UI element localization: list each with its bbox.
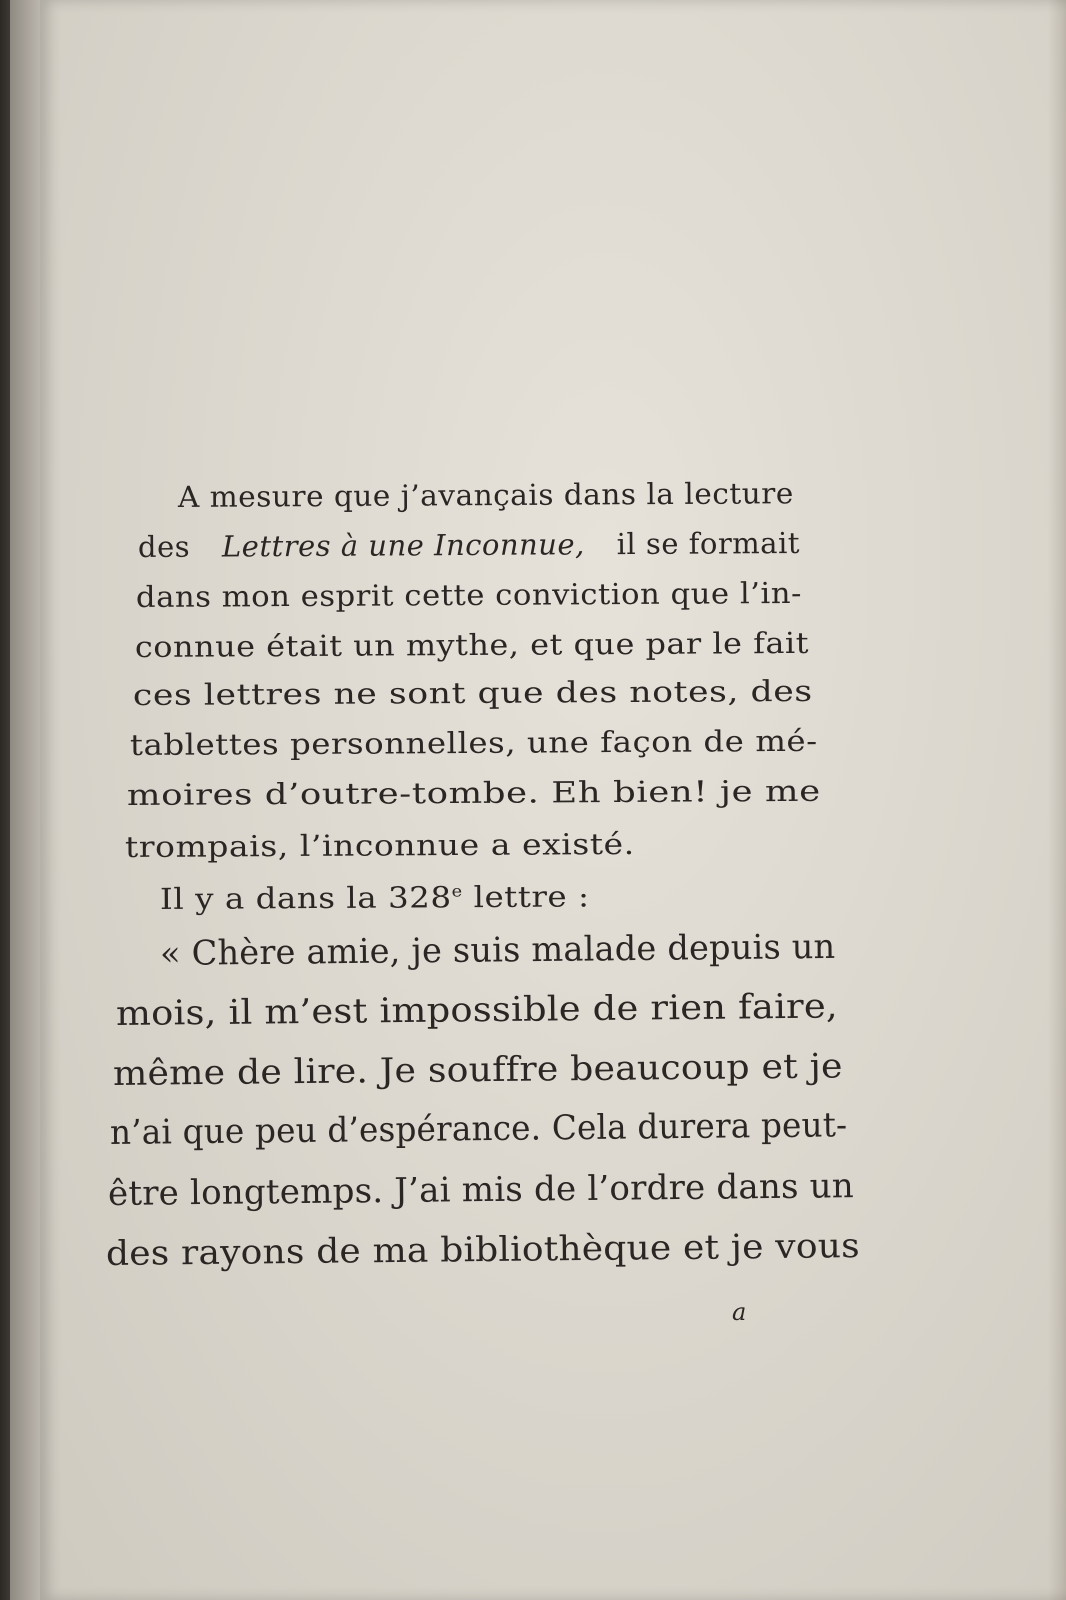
paragraph-1-line-7 bbox=[127, 773, 975, 812]
text-segment: il se formait bbox=[616, 525, 801, 562]
text-line: connue était un mythe, et que par le fait bbox=[134, 625, 810, 664]
quote-line-4 bbox=[109, 1105, 848, 1153]
paragraph-1-line-2 bbox=[138, 526, 800, 564]
quote-line-1 bbox=[159, 926, 836, 974]
quote-line-3 bbox=[113, 1046, 890, 1094]
quote-line-5 bbox=[108, 1166, 855, 1214]
text-line: ces lettres ne sont que des notes, des bbox=[132, 673, 813, 712]
paragraph-1-line-5 bbox=[133, 673, 943, 712]
text-line: A mesure que j’avançais dans la lecture bbox=[177, 476, 794, 514]
paragraph-1-line-1 bbox=[178, 476, 805, 514]
paragraph-1-line-6 bbox=[130, 723, 897, 762]
text-segment: des bbox=[137, 529, 191, 564]
text-line: « Chère amie, je suis malade depuis un bbox=[159, 926, 836, 974]
paragraph-2-line bbox=[160, 879, 641, 916]
paragraph-1-line-3 bbox=[136, 576, 839, 614]
ordinal-superscript: e bbox=[451, 881, 463, 901]
signature-mark: a bbox=[732, 1298, 747, 1326]
book-title-italic: Lettres à une Inconnue, bbox=[221, 527, 585, 564]
text-line: être longtemps. J’ai mis de l’ordre dans un bbox=[107, 1166, 855, 1214]
quote-line-2 bbox=[116, 986, 898, 1034]
paragraph-1-line-4 bbox=[135, 625, 875, 664]
quote-line-6 bbox=[106, 1226, 904, 1274]
text-segment: lettre : bbox=[462, 879, 590, 915]
text-line: trompais, l’inconnue a existé. bbox=[124, 826, 635, 864]
text-line: n’ai que peu d’espérance. Cela durera peut- bbox=[109, 1105, 848, 1153]
text-line: même de lire. Je souffre beaucoup et je bbox=[112, 1046, 843, 1094]
text-line bbox=[160, 879, 590, 916]
text-line: dans mon esprit cette conviction que l’in- bbox=[135, 575, 803, 614]
text-line: des rayons de ma bibliothèque et je vous bbox=[105, 1226, 860, 1274]
text-segment: Il y a dans la 328 bbox=[159, 880, 452, 916]
text-line: mois, il m’est impossible de rien faire, bbox=[115, 986, 839, 1034]
paragraph-1-line-8 bbox=[125, 826, 705, 864]
text-line: tablettes personnelles, une façon de mé- bbox=[129, 723, 818, 762]
text-line: moires d’outre-tombe. Eh bien! je me bbox=[126, 773, 821, 812]
